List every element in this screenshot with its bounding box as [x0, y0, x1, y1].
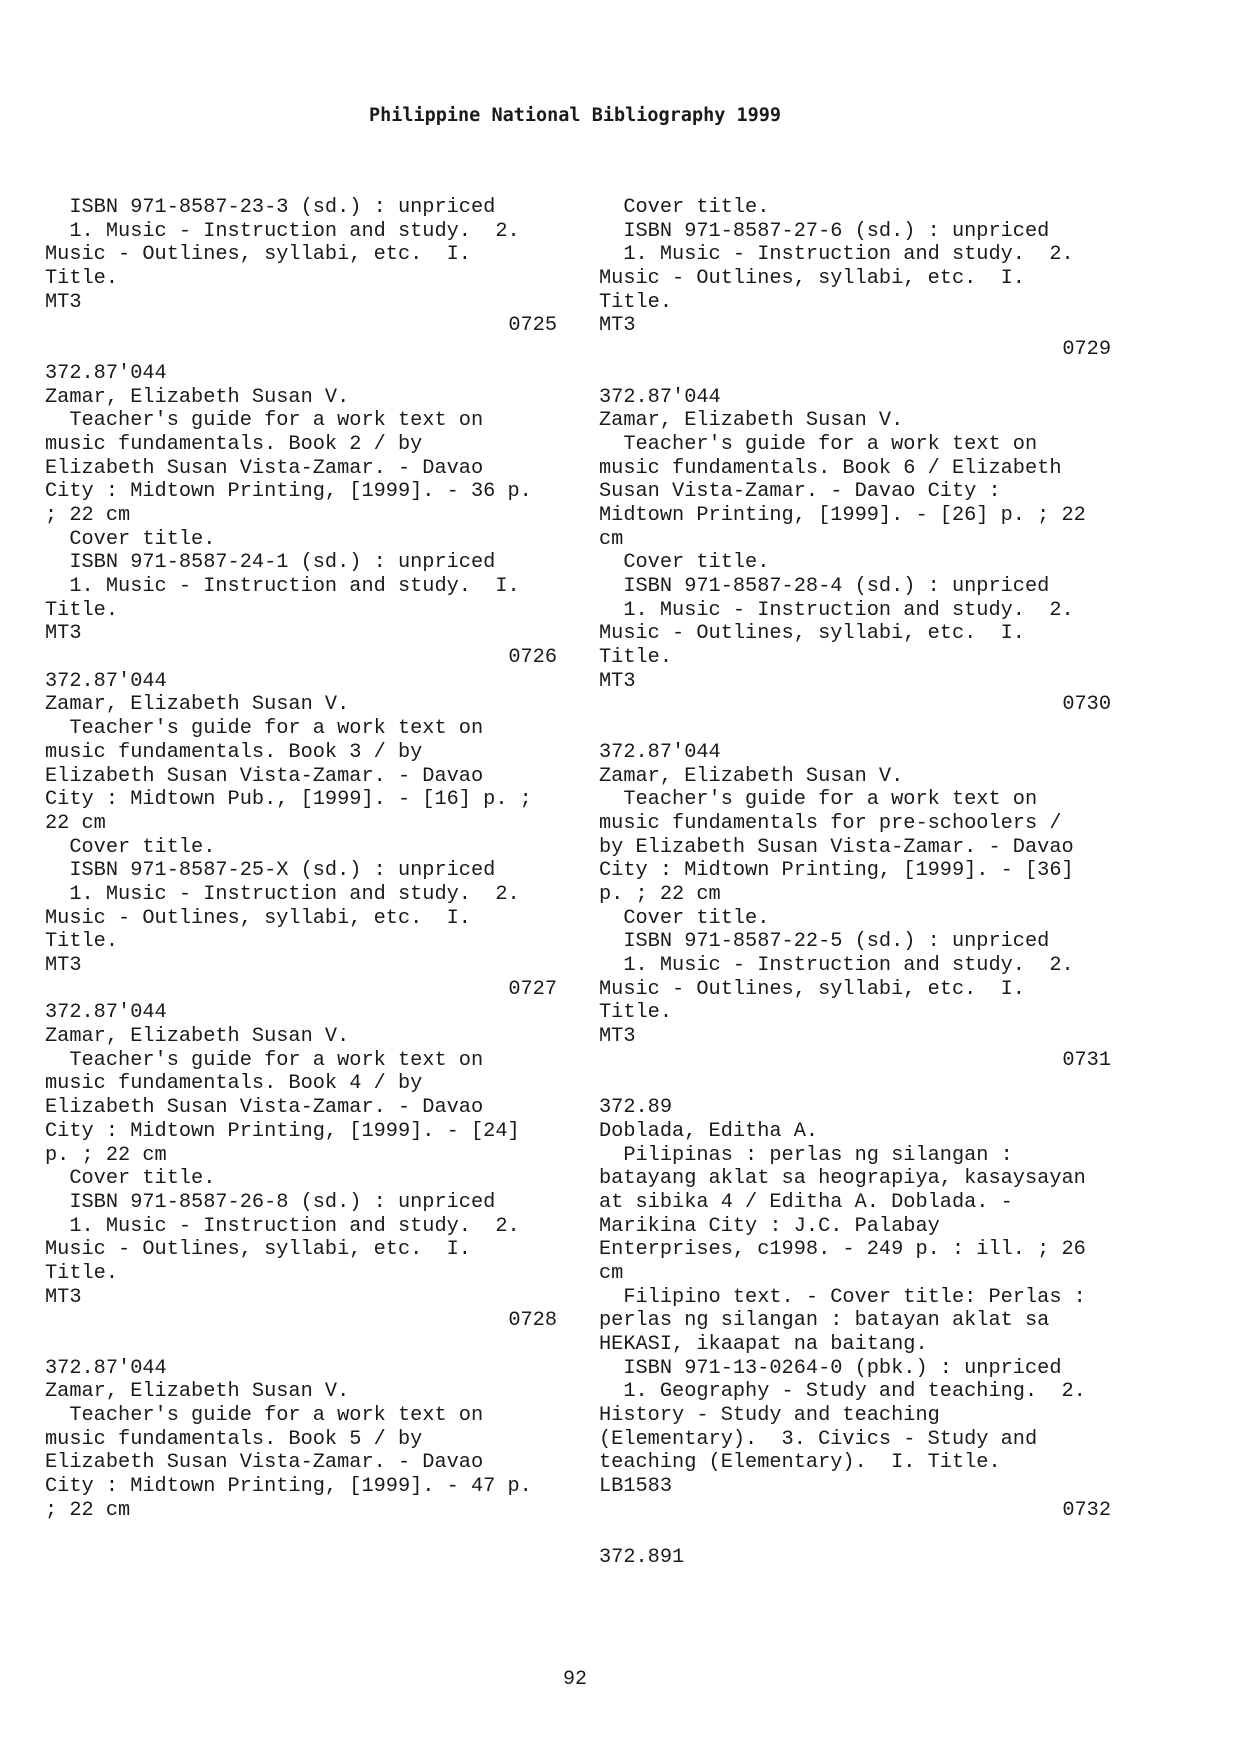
entry-line: music fundamentals for pre-schoolers /	[599, 811, 1062, 835]
entry-line: Elizabeth Susan Vista-Zamar. - Davao	[45, 1096, 484, 1120]
entry-line: music fundamentals. Book 5 / by	[45, 1427, 423, 1451]
entry-line: Title.	[599, 646, 673, 670]
blank-line	[599, 717, 1111, 741]
entry-number: 0725	[508, 314, 557, 338]
entry-line: Teacher's guide for a work text on	[599, 432, 1038, 456]
entry-line: MT3	[599, 314, 636, 338]
entry-line: 1. Music - Instruction and study. 2.	[599, 954, 1074, 977]
entry-line: Filipino text. - Cover title: Perlas :	[599, 1285, 1086, 1309]
entry-line: Title.	[599, 290, 673, 314]
right-column	[599, 196, 1111, 1570]
entry-line: Zamar, Elizabeth Susan V.	[45, 693, 350, 717]
entry-line: 372.87'044	[599, 740, 721, 764]
entry-number: 0731	[1062, 1048, 1111, 1072]
entry-number: 0728	[508, 1309, 557, 1333]
entry-line: p. ; 22 cm	[599, 882, 721, 906]
entry-line: City : Midtown Pub., [1999]. - [16] p. ;	[45, 788, 532, 812]
entry-line: Marikina City : J.C. Palabay	[599, 1214, 940, 1238]
entry-line: music fundamentals. Book 2 / by	[45, 432, 423, 456]
blank-line	[599, 1072, 1111, 1096]
entry-line: MT3	[45, 1285, 82, 1309]
entry-line: by Elizabeth Susan Vista-Zamar. - Davao	[599, 835, 1074, 859]
entry-line: City : Midtown Printing, [1999]. - 47 p.	[45, 1475, 532, 1499]
entry-line: Music - Outlines, syllabi, etc. I.	[45, 1238, 471, 1262]
entry-line: Music - Outlines, syllabi, etc. I.	[599, 622, 1025, 646]
entry-line: 22 cm	[45, 811, 106, 835]
entry-line: Teacher's guide for a work text on	[45, 1048, 484, 1072]
entry-line: Midtown Printing, [1999]. - [26] p. ; 22	[599, 503, 1086, 527]
entry-line: City : Midtown Printing, [1999]. - [36]	[599, 859, 1074, 883]
entry-line: Teacher's guide for a work text on	[45, 1404, 484, 1428]
entry-line: Elizabeth Susan Vista-Zamar. - Davao	[45, 1451, 484, 1475]
entry-line: perlas ng silangan : batayan aklat sa	[599, 1309, 1050, 1333]
entry-line: 1. Music - Instruction and study. 2.	[45, 219, 520, 243]
entry-line: music fundamentals. Book 4 / by	[45, 1072, 423, 1096]
entry-line: City : Midtown Printing, [1999]. - 36 p.	[45, 480, 532, 504]
entry-line: Title.	[45, 1261, 119, 1285]
entry-line: MT3	[45, 290, 82, 314]
entry-line: Zamar, Elizabeth Susan V.	[45, 385, 350, 409]
entry-line: ; 22 cm	[45, 503, 131, 527]
entry-line: batayang aklat sa heograpiya, kasaysayan	[599, 1167, 1086, 1191]
entry-line: 372.87'044	[45, 669, 167, 693]
entry-line: 372.89	[599, 1096, 673, 1120]
entry-line: HEKASI, ikaapat na baitang.	[599, 1333, 928, 1356]
entry-line: Cover title.	[599, 551, 770, 575]
entry-line: ISBN 971-8587-24-1 (sd.) : unpriced	[45, 551, 496, 575]
entry-number: 0729	[1062, 338, 1111, 362]
entry-line: p. ; 22 cm	[45, 1143, 167, 1167]
entry-line: MT3	[45, 954, 82, 977]
entry-line: music fundamentals. Book 3 / by	[45, 740, 423, 764]
entry-line: ISBN 971-8587-23-3 (sd.) : unpriced	[45, 196, 496, 219]
entry-line: Music - Outlines, syllabi, etc. I.	[45, 906, 471, 930]
entry-line: MT3	[599, 669, 636, 693]
entry-line: cm	[599, 1261, 624, 1285]
left-column	[45, 196, 557, 1523]
entry-line: 372.87'044	[45, 361, 167, 385]
entry-line: 372.87'044	[599, 385, 721, 409]
entry-line: Cover title.	[599, 196, 770, 219]
entry-line: 1. Music - Instruction and study. I.	[45, 575, 520, 598]
entry-line: 372.87'044	[45, 1356, 167, 1380]
entry-line: Pilipinas : perlas ng silangan :	[599, 1143, 1013, 1167]
entry-line: 1. Music - Instruction and study. 2.	[45, 1214, 520, 1238]
entry-line: 1. Music - Instruction and study. 2.	[599, 243, 1074, 267]
entry-line: Zamar, Elizabeth Susan V.	[599, 764, 904, 788]
blank-line	[45, 338, 557, 362]
entry-line: Teacher's guide for a work text on	[45, 717, 484, 741]
entry-line: Enterprises, c1998. - 249 p. : ill. ; 26	[599, 1238, 1086, 1262]
blank-line	[599, 1523, 1111, 1547]
entry-line: cm	[599, 527, 624, 551]
entry-line: Susan Vista-Zamar. - Davao City :	[599, 480, 1001, 504]
entry-line: Title.	[45, 598, 119, 622]
entry-line: Teacher's guide for a work text on	[599, 788, 1038, 812]
entry-line: Title.	[45, 267, 119, 291]
entry-line: 1. Music - Instruction and study. 2.	[45, 882, 520, 906]
entry-line: Cover title.	[599, 906, 770, 930]
entry-line: Music - Outlines, syllabi, etc. I.	[599, 977, 1025, 1001]
entry-line: ISBN 971-8587-22-5 (sd.) : unpriced	[599, 930, 1050, 954]
entry-line: Elizabeth Susan Vista-Zamar. - Davao	[45, 456, 484, 480]
page-number: 92	[562, 1668, 587, 1691]
entry-line: ISBN 971-8587-27-6 (sd.) : unpriced	[599, 219, 1050, 243]
entry-line: 372.87'044	[45, 1001, 167, 1025]
entry-line: Zamar, Elizabeth Susan V.	[599, 409, 904, 433]
entry-line: Title.	[45, 930, 119, 954]
entry-line: Cover title.	[45, 527, 216, 551]
entry-line: Doblada, Editha A.	[599, 1119, 819, 1143]
entry-line: ; 22 cm	[45, 1498, 131, 1522]
entry-line: Teacher's guide for a work text on	[45, 409, 484, 433]
entry-line: 372.891	[599, 1546, 685, 1570]
entry-line: History - Study and teaching	[599, 1404, 940, 1428]
entry-line: Cover title.	[45, 1167, 216, 1191]
entry-line: ISBN 971-13-0264-0 (pbk.) : unpriced	[599, 1356, 1062, 1380]
page-title: Philippine National Bibliography 1999	[368, 105, 782, 126]
entry-line: ISBN 971-8587-25-X (sd.) : unpriced	[45, 859, 496, 883]
entry-line: Title.	[599, 1001, 673, 1025]
entry-line: Zamar, Elizabeth Susan V.	[45, 1380, 350, 1404]
entry-line: Music - Outlines, syllabi, etc. I.	[599, 267, 1025, 291]
entry-line: MT3	[599, 1025, 636, 1049]
entry-line: Cover title.	[45, 835, 216, 859]
entry-line: at sibika 4 / Editha A. Doblada. -	[599, 1190, 1013, 1214]
entry-line: 1. Music - Instruction and study. 2.	[599, 598, 1074, 622]
entry-line: MT3	[45, 622, 82, 646]
entry-line: (Elementary). 3. Civics - Study and	[599, 1427, 1038, 1451]
entry-number: 0730	[1062, 693, 1111, 717]
entry-line: Zamar, Elizabeth Susan V.	[45, 1025, 350, 1049]
entry-line: ISBN 971-8587-26-8 (sd.) : unpriced	[45, 1190, 496, 1214]
entry-line: LB1583	[599, 1475, 673, 1499]
blank-line	[45, 1333, 557, 1357]
entry-number: 0726	[508, 646, 557, 670]
entry-line: ISBN 971-8587-28-4 (sd.) : unpriced	[599, 575, 1050, 598]
entry-line: Elizabeth Susan Vista-Zamar. - Davao	[45, 764, 484, 788]
entry-line: City : Midtown Printing, [1999]. - [24]	[45, 1119, 520, 1143]
entry-line: Music - Outlines, syllabi, etc. I.	[45, 243, 471, 267]
entry-line: music fundamentals. Book 6 / Elizabeth	[599, 456, 1062, 480]
entry-line: teaching (Elementary). I. Title.	[599, 1451, 1001, 1475]
entry-number: 0727	[508, 977, 557, 1001]
blank-line	[599, 362, 1111, 386]
entry-number: 0732	[1062, 1498, 1111, 1522]
entry-line: 1. Geography - Study and teaching. 2.	[599, 1380, 1086, 1404]
